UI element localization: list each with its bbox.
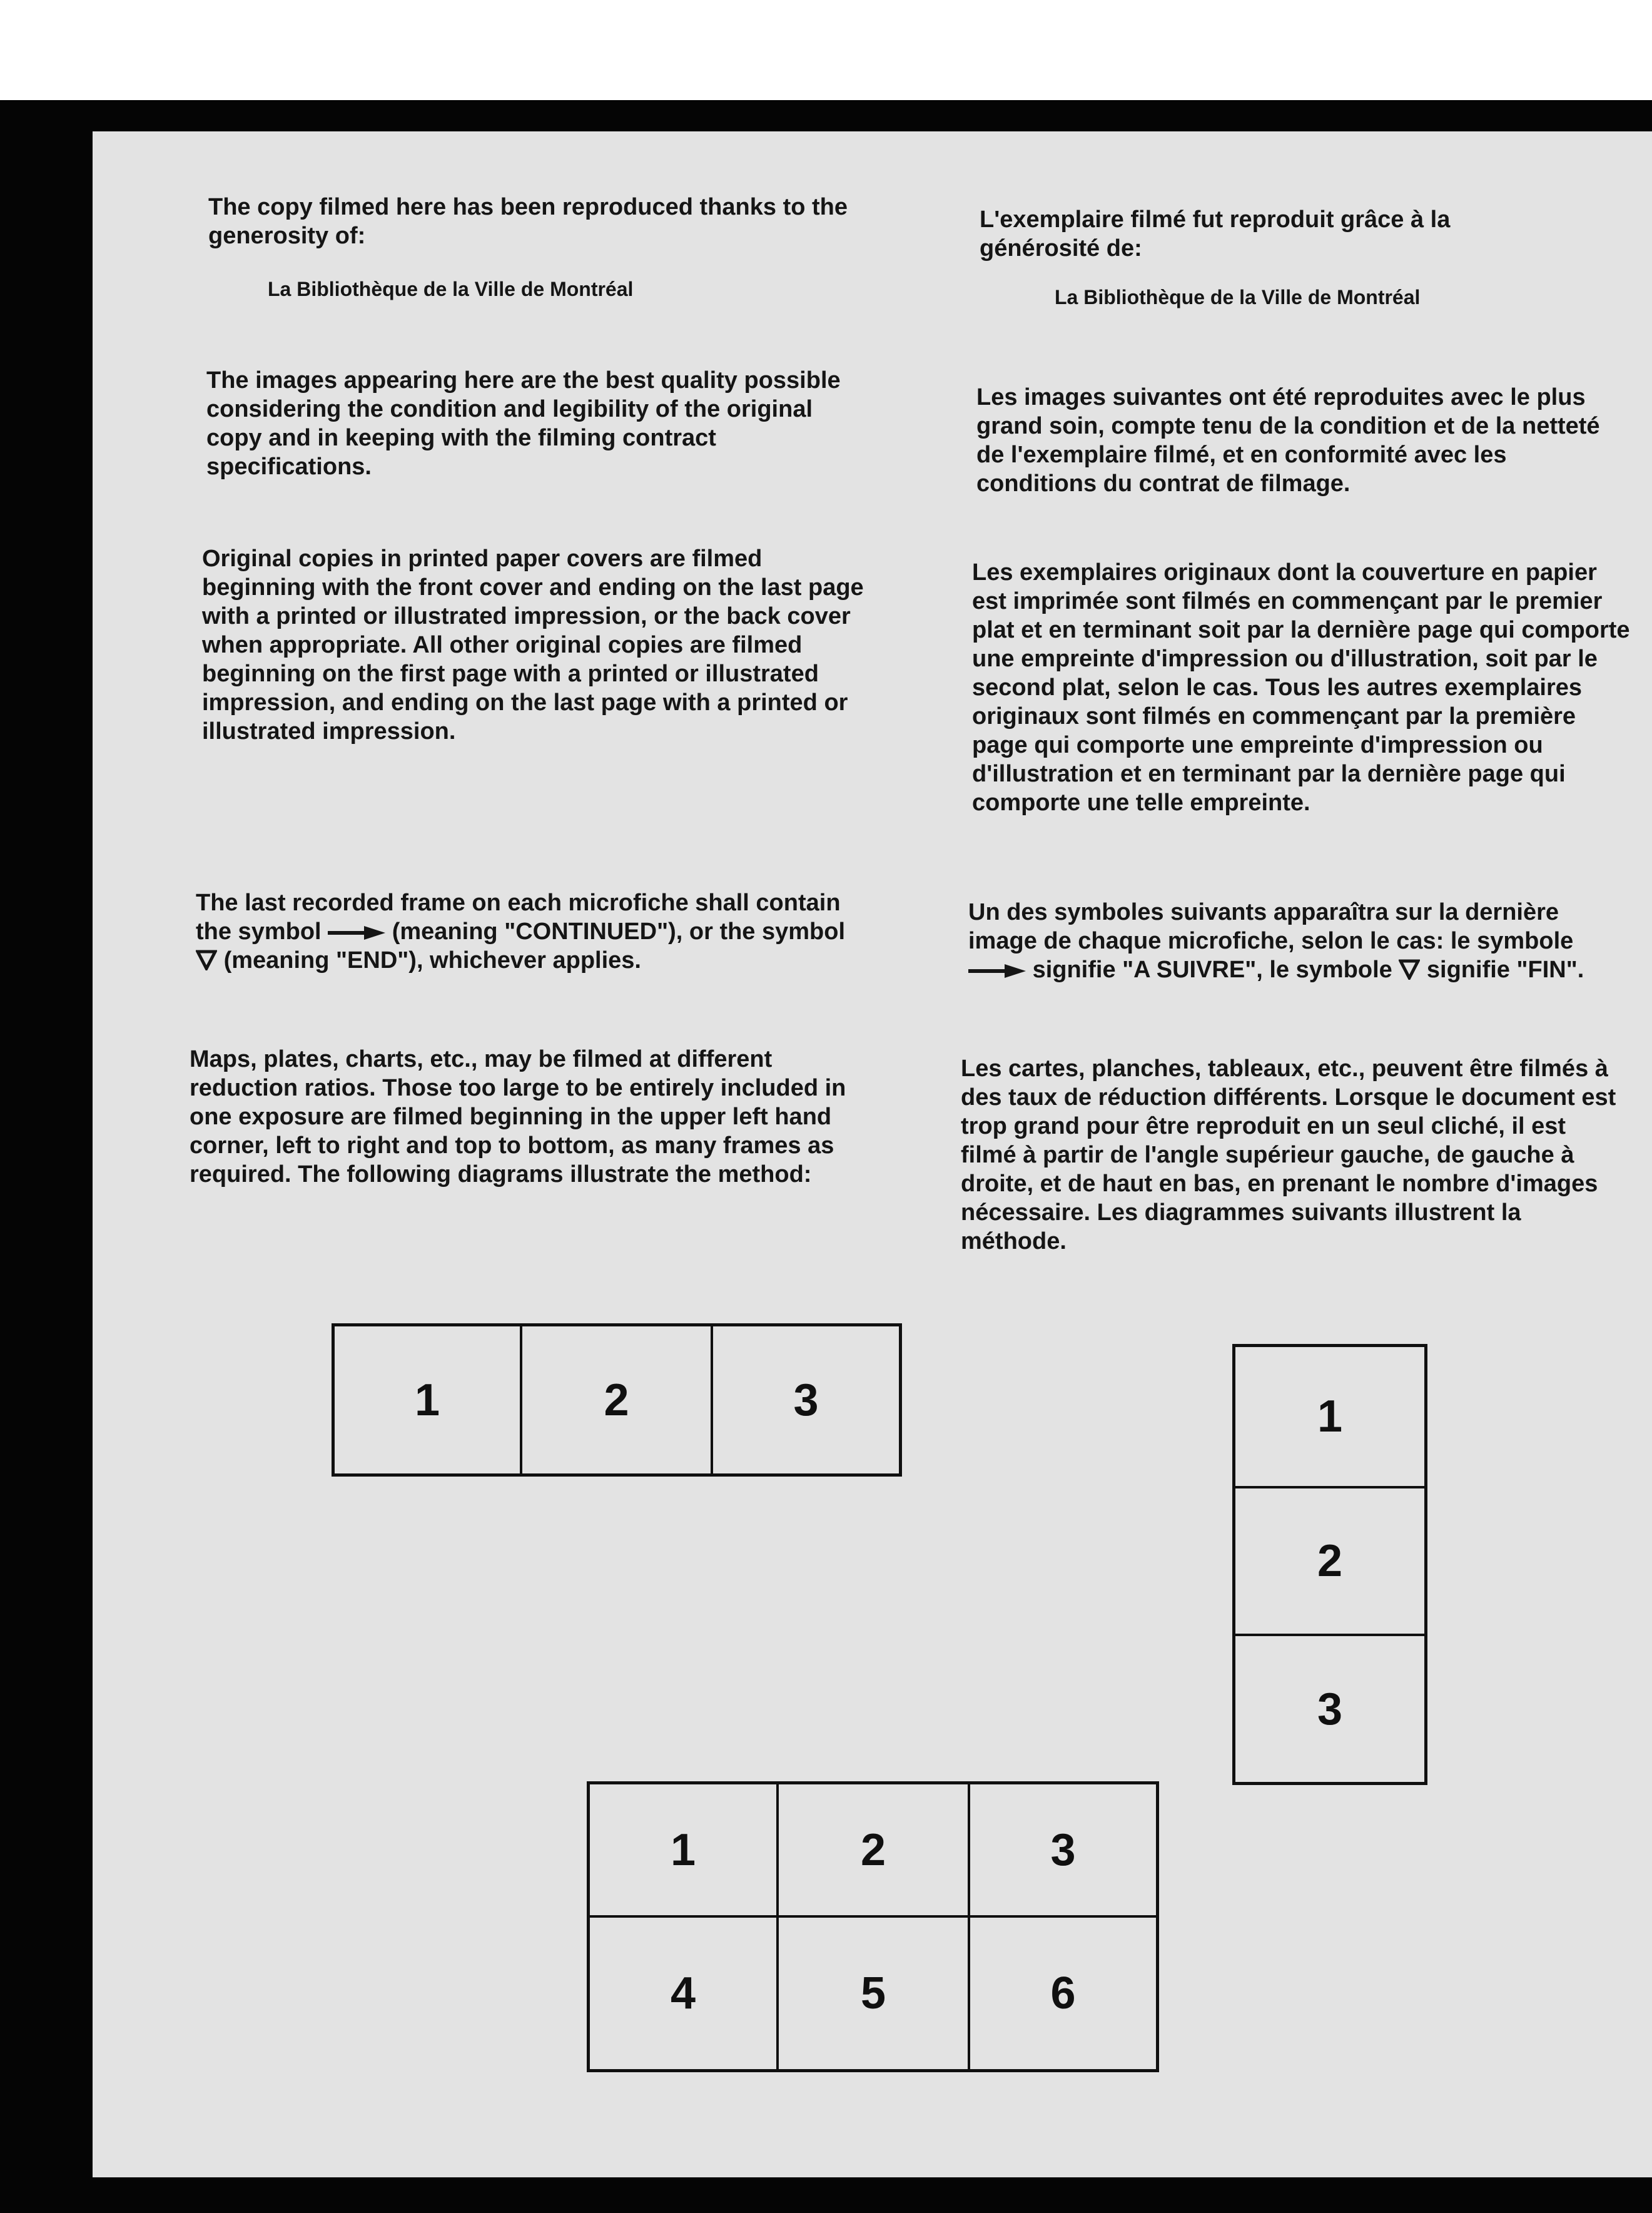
en-originals: Original copies in printed paper covers are filmed beginning with the front cover and ending on the last page with a printed or illustrated impression, or the back cover when appropriate. All other original copies are filmed beginning on the first page with a printed or illustrated impression, and ending on the last page with a printed or illustrated impression.	[202, 546, 864, 745]
diagram-horizontal	[332, 1323, 902, 1477]
en-maps: Maps, plates, charts, etc., may be filmed at different reduction ratios. Those too large to be entirely included in one exposure are filmed beginning in the upper left hand corner, left to right and top to bottom, as many frames as required. The following diagrams illustrate the method:	[190, 1046, 846, 1188]
en-symbols-part1: The last recorded frame on each microfiche shall contain the symbol	[196, 890, 841, 945]
triangle-down-icon	[1399, 959, 1420, 980]
page	[93, 131, 1652, 2177]
en-quality: The images appearing here are the best quality possible considering the condition and legibility of the original copy and in keeping with the filming contract specifications.	[206, 367, 841, 480]
arrow-right-icon	[968, 963, 1026, 979]
en-symbols	[196, 888, 853, 975]
diagram-cell: 3	[1317, 1684, 1343, 1734]
diagram-grid	[587, 1781, 1159, 2072]
en-thanks: The copy filmed here has been reproduced thanks to the generosity of:	[208, 194, 848, 249]
en-library: La Bibliothèque de la Ville de Montréal	[268, 278, 634, 300]
fr-maps: Les cartes, planches, tableaux, etc., peuvent être filmés à des taux de réduction différents. Lorsque le document est trop grand pour être reproduit en un seul cliché, il est filmé à partir de l'angle supérieur gauche, de gauche à droite, et de haut en bas, en prenant le nombre d'images nécessaire. Les diagrammes suivants illustrent la méthode.	[961, 1056, 1616, 1254]
en-symbols-part3: (meaning "END"), whichever applies.	[223, 947, 641, 974]
fr-quality: Les images suivantes ont été reproduites avec le plus grand soin, compte tenu de la condition et de la netteté de l'exemplaire filmé, et en conformité avec les conditions du contrat de filmage.	[976, 384, 1600, 497]
diagram-cell: 4	[590, 1918, 779, 2069]
diagram-cell: 3	[970, 1784, 1156, 1918]
fr-thanks: L'exemplaire filmé fut reproduit grâce à la générosité de:	[980, 206, 1451, 262]
fr-symbols-part1: Un des symboles suivants apparaîtra sur la dernière image de chaque microfiche, selon le cas: le symbole	[968, 899, 1574, 954]
diagram-vertical	[1232, 1344, 1427, 1785]
diagram-cell: 5	[779, 1918, 970, 2069]
fr-library: La Bibliothèque de la Ville de Montréal	[1055, 286, 1421, 308]
arrow-right-icon	[328, 925, 385, 941]
diagram-cell: 1	[590, 1784, 779, 1918]
fr-symbols-part3: signifie "FIN".	[1426, 957, 1584, 983]
en-symbols-part2: (meaning "CONTINUED"), or the symbol	[392, 918, 846, 945]
fr-symbols-part2: signifie "A SUIVRE", le symbole	[1032, 957, 1392, 983]
diagram-cell: 2	[522, 1326, 713, 1473]
diagram-cell: 3	[793, 1375, 819, 1425]
fr-originals: Les exemplaires originaux dont la couverture en papier est imprimée sont filmés en commençant par le premier plat et en terminant soit par la dernière page qui comporte une empreinte d'impression ou d'illustration, soit par le second plat, selon le cas. Tous les autres exemplaires originaux sont filmés en commençant par la première page qui comporte une empreinte d'impression ou d'illustration et en terminant par la dernière page qui comporte une telle empreinte.	[972, 559, 1630, 816]
triangle-down-icon	[196, 949, 217, 970]
fr-symbols	[968, 898, 1613, 984]
diagram-cell: 2	[1235, 1488, 1424, 1636]
diagram-cell: 1	[1235, 1347, 1424, 1488]
diagram-cell: 2	[779, 1784, 970, 1918]
diagram-cell: 6	[1050, 1968, 1076, 2018]
diagram-cell: 1	[335, 1326, 522, 1473]
